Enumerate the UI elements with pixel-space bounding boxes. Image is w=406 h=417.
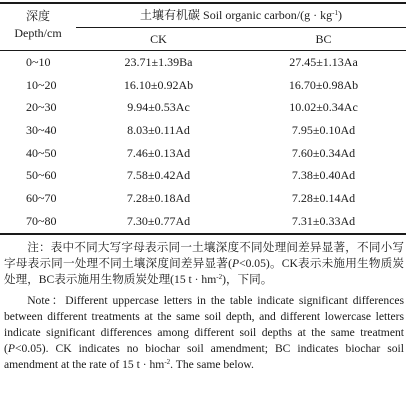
ck-cell: 16.10±0.92Ab — [123, 78, 194, 92]
note-english — [4, 293, 404, 374]
bc-cell: 7.31±0.33Ad — [291, 214, 356, 228]
table-row — [0, 96, 406, 118]
note-zh-p-symbol: P — [231, 257, 240, 271]
bc-cell: 10.02±0.34Ac — [289, 100, 358, 114]
depth-cell: 40~50 — [26, 146, 57, 160]
depth-cell: 50~60 — [26, 168, 57, 182]
ck-cell: 9.94±0.53Ac — [127, 100, 190, 114]
ck-cell: 7.46±0.13Ad — [126, 146, 191, 160]
depth-header — [0, 8, 76, 42]
soc-header-label: 土壤有机碳 Soil organic carbon/(g · kg — [140, 8, 333, 22]
table-row — [0, 187, 406, 209]
bc-cell: 16.70±0.98Ab — [288, 78, 359, 92]
ck-cell: 23.71±1.39Ba — [124, 55, 193, 69]
note-en-part: <0.05). CK indicates no biochar soil amendment; BC indicates biochar soil amendment at the rate of 15 t · hm — [4, 342, 404, 372]
ck-cell: 7.28±0.18Ad — [126, 191, 191, 205]
depth-cell: 20~30 — [26, 100, 57, 114]
table-row — [0, 74, 406, 96]
note-en-p-symbol: P — [7, 342, 15, 356]
note-en-part: Note：Different uppercase letters in the table indicate significant differences between different treatments at the same soil depth, and different lowercase letters indicate significant differences among different soil depths at the same treatment ( — [4, 293, 404, 356]
note-zh-part: )，下同。 — [222, 273, 273, 287]
bc-cell: 7.38±0.40Ad — [291, 168, 356, 182]
table-row — [0, 119, 406, 141]
table-notes — [4, 240, 404, 374]
bc-cell: 27.45±1.13Aa — [289, 55, 358, 69]
depth-header-en: Depth/cm — [14, 26, 62, 40]
table-row — [0, 164, 406, 186]
depth-cell: 60~70 — [26, 191, 57, 205]
note-zh-part: <0.05)。CK表示未施用生物质炭处理，BC表示施用生物质炭处理(15 t · hm — [4, 257, 405, 287]
table-row — [0, 142, 406, 164]
depth-cell: 10~20 — [26, 78, 57, 92]
soc-header — [76, 7, 406, 23]
note-en-sup: -2 — [164, 358, 171, 367]
depth-cell: 30~40 — [26, 123, 57, 137]
depth-cell: 70~80 — [26, 214, 57, 228]
table-row — [0, 210, 406, 232]
header-sub-rule — [76, 27, 406, 28]
depth-cell: 0~10 — [26, 55, 51, 69]
bc-column-header: BC — [315, 32, 332, 46]
ck-cell: 7.58±0.42Ad — [126, 168, 191, 182]
bc-cell: 7.60±0.34Ad — [291, 146, 356, 160]
note-zh-sup: -2 — [216, 273, 223, 282]
table-row — [0, 51, 406, 73]
bc-cell: 7.95±0.10Ad — [291, 123, 356, 137]
note-en-part: . The same below. — [170, 358, 254, 372]
soc-header-sup: -1 — [332, 9, 338, 17]
table-top-rule — [0, 2, 406, 4]
note-chinese — [4, 240, 404, 289]
soc-header-close: ) — [337, 8, 342, 22]
note-zh-part: 注：表中不同大写字母表示同一土壤深度不同处理间差异显著，不同小写字母表示同一处理不同土壤深度间差异显著( — [4, 241, 404, 271]
bc-cell: 7.28±0.14Ad — [291, 191, 356, 205]
ck-cell: 7.30±0.77Ad — [126, 214, 191, 228]
depth-header-zh: 深度 — [25, 9, 50, 23]
ck-cell: 8.03±0.11Ad — [127, 123, 190, 137]
table-bottom-rule — [0, 233, 406, 235]
ck-column-header: CK — [150, 32, 167, 46]
